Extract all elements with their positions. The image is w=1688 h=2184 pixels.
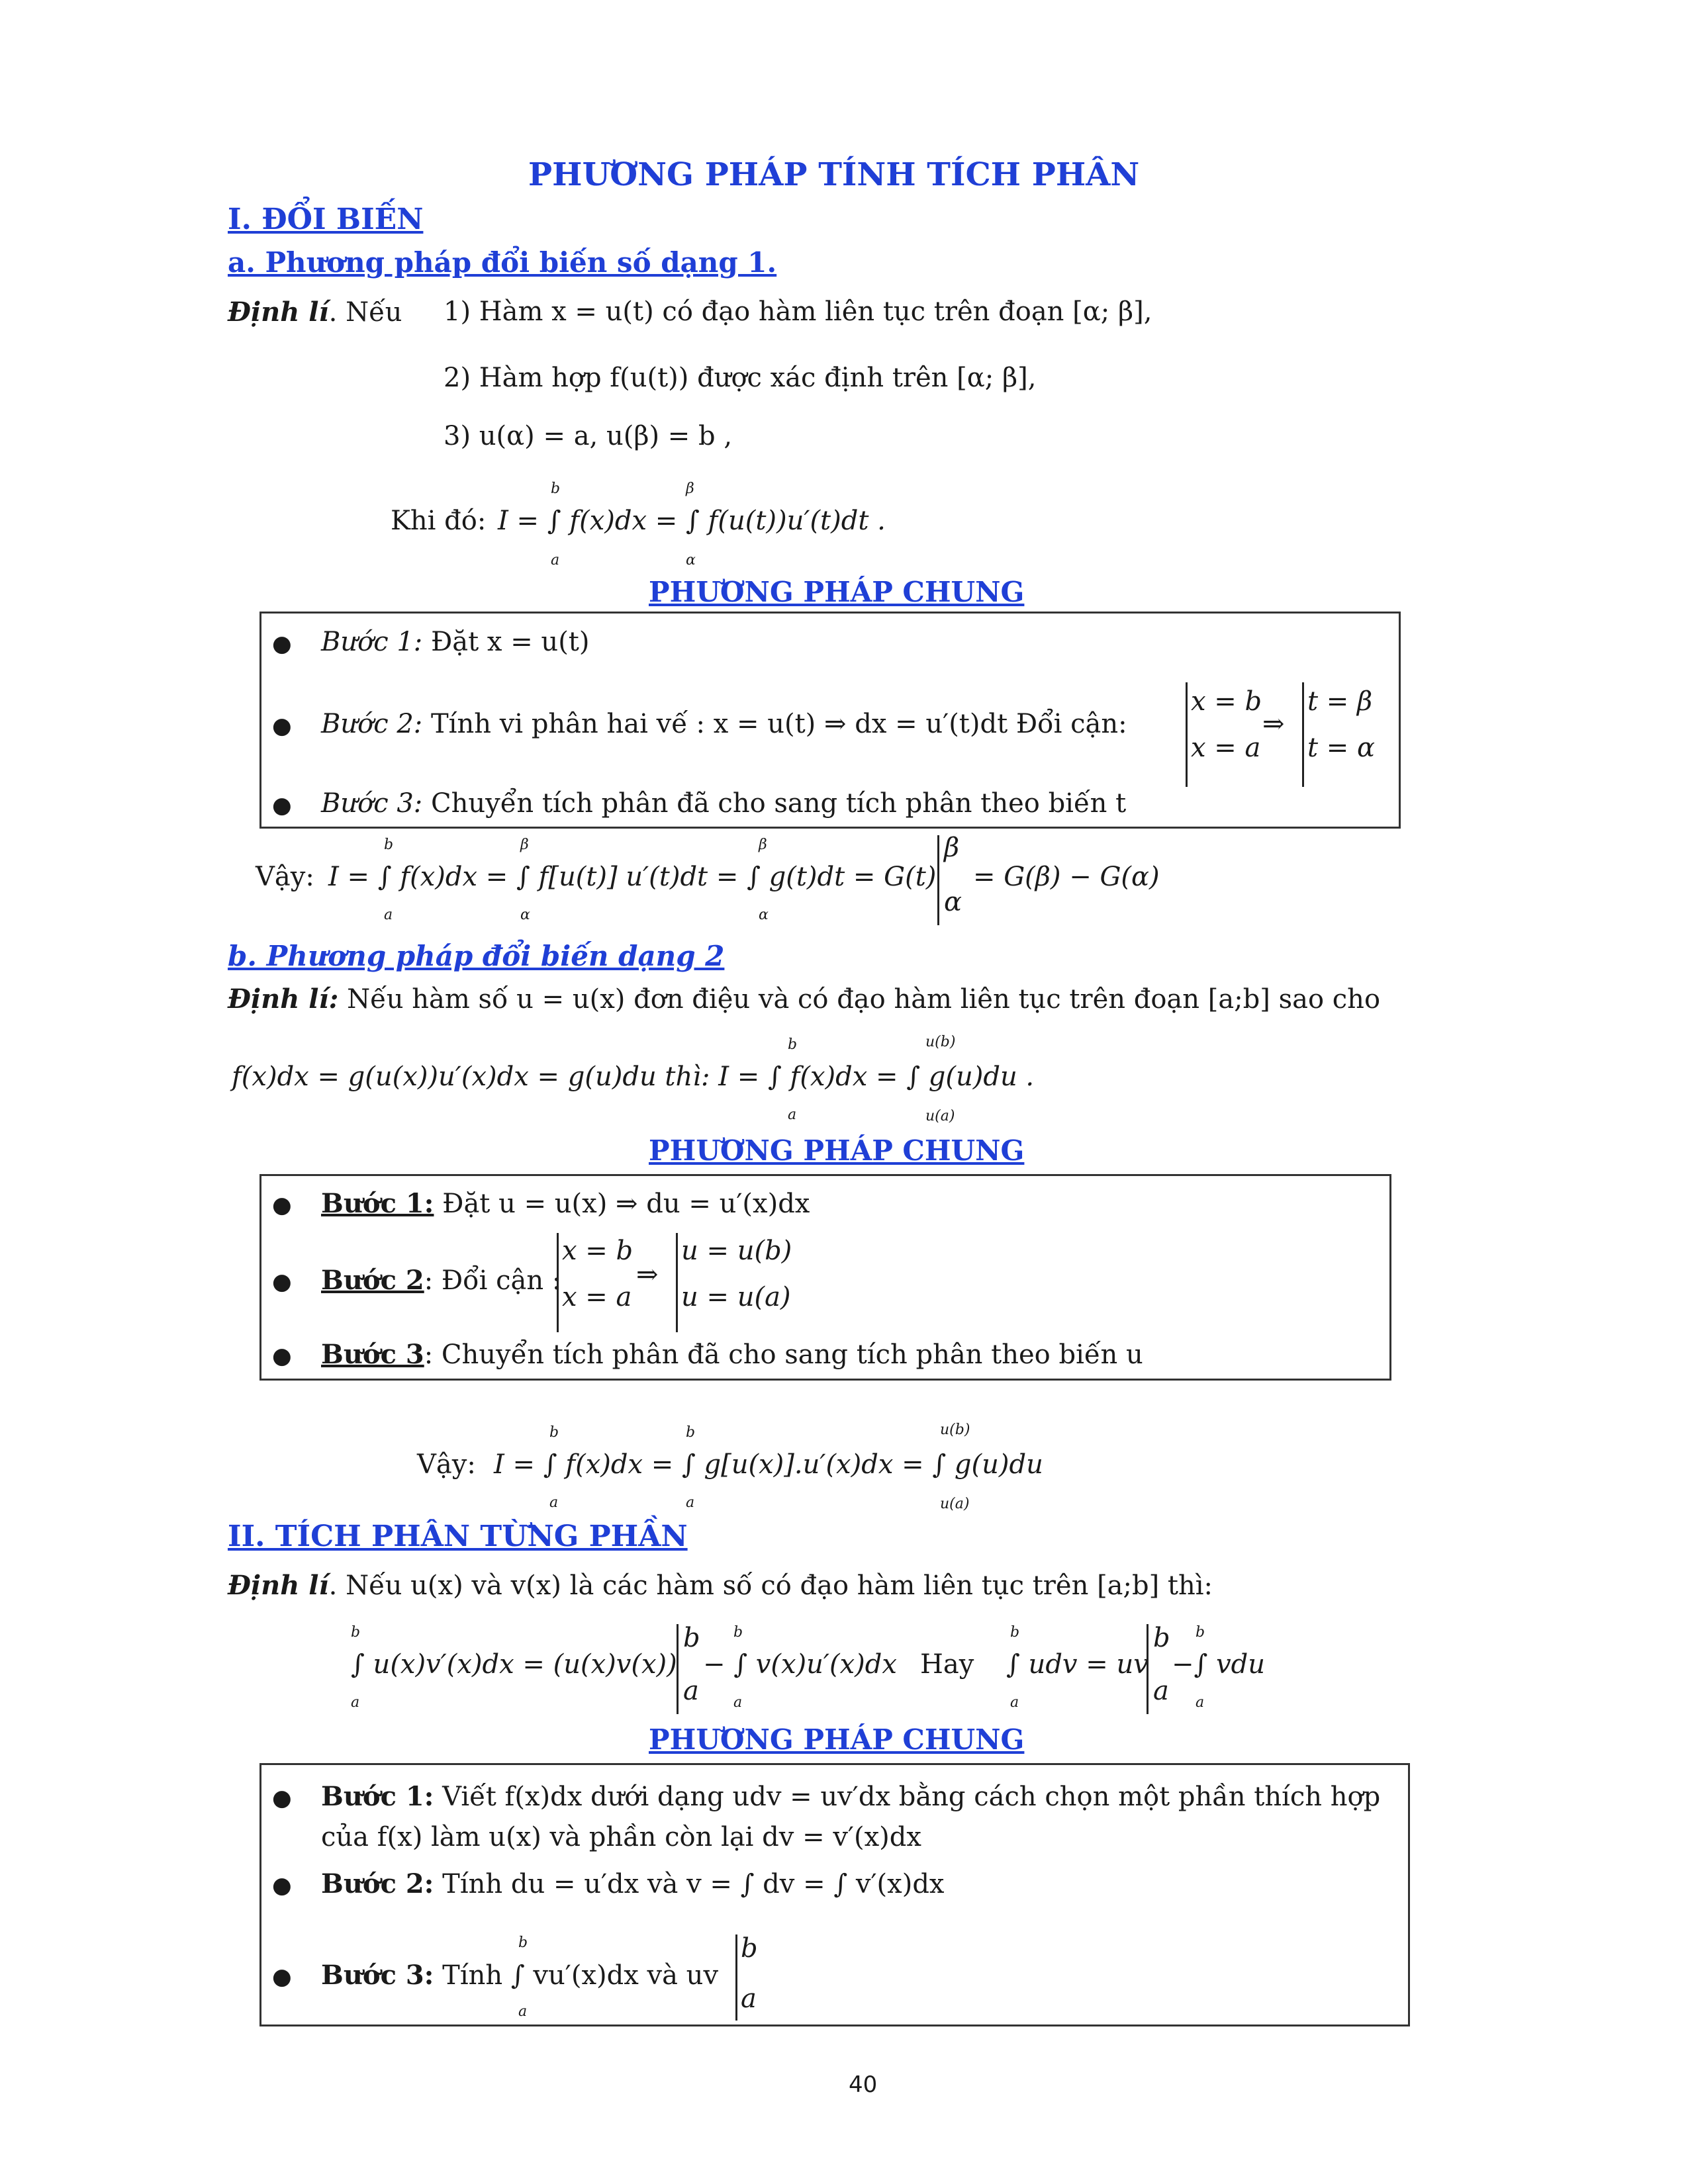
- s3-int-upper: b: [518, 1934, 528, 1951]
- step3b: [321, 1339, 1143, 1370]
- implies-icon: ⇒: [1262, 709, 1285, 739]
- step2-bound-x-b: x = b: [1191, 686, 1262, 717]
- bp2-eval-upper: b: [1153, 1623, 1170, 1653]
- step2b: [321, 1265, 561, 1296]
- bullet-icon: ●: [272, 631, 292, 657]
- bullet-icon: ●: [272, 1785, 292, 1811]
- theorem1-if: . Nếu: [328, 297, 402, 328]
- c1-int1-upper: b: [384, 837, 394, 853]
- theorem3-label: Định lí: [228, 1570, 329, 1601]
- result-int1-lower: a: [551, 552, 560, 569]
- bound-bar: [1186, 682, 1188, 787]
- t2-int1-upper: b: [788, 1036, 798, 1053]
- step1c-text: Viết f(x)dx dưới dạng udv = uv′dx bằng cách chọn một phần thích hợp: [434, 1782, 1381, 1812]
- theorem2-label: Định lí:: [228, 983, 339, 1015]
- t2-int2-lower: u(a): [925, 1108, 955, 1124]
- conclusion1-tail: = G(β) − G(α): [973, 862, 1160, 892]
- method-heading-1: PHƯƠNG PHÁP CHUNG: [649, 576, 1025, 608]
- bp2-lower: a: [1010, 1694, 1019, 1711]
- byparts-formula2-tail: −∫ vdu: [1172, 1649, 1266, 1680]
- c2-int1-upper: b: [549, 1424, 559, 1441]
- theorem1-cond2: 2) Hàm hợp f(u(t)) được xác định trên [α; β],: [444, 363, 1037, 393]
- bound-bar: [557, 1233, 559, 1332]
- result-prefix: Khi đó:: [391, 506, 487, 536]
- step3-text: Chuyển tích phân đã cho sang tích phân theo biến t: [431, 788, 1127, 819]
- theorem1-intro: [228, 296, 402, 328]
- bullet-icon: ●: [272, 1872, 292, 1899]
- step3-label: Bước 3:: [321, 788, 423, 819]
- c1-int2-upper: β: [520, 837, 529, 853]
- step2b-bound-x-a: x = a: [562, 1282, 632, 1312]
- step1c-text2: của f(x) làm u(x) và phần còn lại dv = v′(x)dx: [321, 1822, 921, 1852]
- theorem2-line2: f(x)dx = g(u(x))u′(x)dx = g(u)du thì: I = ∫ f(x)dx = ∫ g(u)du .: [232, 1062, 1035, 1092]
- step3c: [321, 1960, 718, 1991]
- bp1b-upper: b: [733, 1624, 743, 1641]
- eval1-upper: β: [944, 833, 960, 863]
- step1c: [321, 1781, 1380, 1812]
- c2-int2-lower: a: [686, 1494, 695, 1511]
- step1-text: Đặt x = u(t): [431, 627, 590, 657]
- step2c-label: Bước 2:: [321, 1868, 434, 1899]
- c2-int1-lower: a: [549, 1494, 559, 1511]
- step1b-label: Bước 1:: [321, 1188, 434, 1219]
- bound-bar: [676, 1233, 678, 1332]
- method-box-1: [259, 612, 1401, 829]
- s3-eval-lower: a: [741, 1983, 757, 2014]
- bp2b-upper: b: [1196, 1624, 1205, 1641]
- eval-bar: [735, 1934, 737, 2021]
- step2c: [321, 1868, 945, 1899]
- byparts-formula1-tail: − ∫ v(x)u′(x)dx: [703, 1649, 897, 1680]
- theorem3: [228, 1570, 1213, 1601]
- step2: [321, 709, 1127, 739]
- bound-bar: [1302, 682, 1304, 787]
- bp1-eval-lower: a: [683, 1676, 699, 1706]
- step1-label: Bước 1:: [321, 627, 423, 657]
- c1-int2-lower: α: [520, 907, 530, 923]
- step1: [321, 627, 589, 657]
- method-box-2: [259, 1174, 1391, 1381]
- implies-icon: ⇒: [636, 1259, 659, 1290]
- step2b-bound-u-a: u = u(a): [681, 1282, 791, 1312]
- step1c-label: Bước 1:: [321, 1781, 434, 1812]
- conclusion1-prefix: Vậy:: [256, 862, 314, 892]
- step3b-label: Bước 3: [321, 1339, 424, 1370]
- s3-int-lower: a: [518, 2003, 528, 2020]
- step2-bound-t-alpha: t = α: [1307, 733, 1376, 763]
- theorem2-text: Nếu hàm số u = u(x) đơn điệu và có đạo hàm liên tục trên đoạn [a;b] sao cho: [338, 984, 1381, 1015]
- bullet-icon: ●: [272, 1343, 292, 1369]
- bullet-icon: ●: [272, 1964, 292, 1990]
- step2b-label: Bước 2: [321, 1265, 424, 1296]
- section1-heading: I. ĐỔI BIẾN: [228, 203, 424, 236]
- t2-int1-lower: a: [788, 1107, 797, 1123]
- bullet-icon: ●: [272, 1192, 292, 1218]
- result-int2-lower: α: [686, 552, 696, 569]
- hay-text: Hay: [920, 1649, 974, 1680]
- c2-int3-upper: u(b): [940, 1422, 970, 1438]
- subsection-b-heading: b. Phương pháp đổi biến dạng 2: [228, 940, 725, 972]
- eval-bar: [937, 835, 939, 925]
- method-heading-2: PHƯƠNG PHÁP CHUNG: [649, 1134, 1025, 1167]
- page-title: PHƯƠNG PHÁP TÍNH TÍCH PHÂN: [528, 156, 1140, 193]
- t2-int2-upper: u(b): [925, 1034, 956, 1050]
- bullet-icon: ●: [272, 792, 292, 819]
- step2b-text: : Đổi cận :: [424, 1265, 561, 1296]
- method-heading-3: PHƯƠNG PHÁP CHUNG: [649, 1723, 1025, 1756]
- eval1-lower: α: [944, 887, 962, 917]
- c1-int1-lower: a: [384, 907, 393, 923]
- step3c-text: Tính ∫ vu′(x)dx và uv: [434, 1960, 719, 1991]
- result-int1-upper: b: [551, 480, 561, 497]
- c2-int2-upper: b: [686, 1424, 696, 1441]
- step2b-bound-u-b: u = u(b): [681, 1236, 792, 1266]
- step1b: [321, 1188, 810, 1219]
- theorem2: [228, 983, 1380, 1015]
- conclusion2-prefix: Vậy:: [417, 1449, 476, 1480]
- eval-bar: [1147, 1624, 1149, 1714]
- subsection-a-heading: a. Phương pháp đổi biến số dạng 1.: [228, 246, 777, 279]
- result-formula: I = ∫ f(x)dx = ∫ f(u(t))u′(t)dt .: [498, 506, 886, 536]
- theorem3-text: . Nếu u(x) và v(x) là các hàm số có đạo hàm liên tục trên [a;b] thì:: [328, 1570, 1213, 1601]
- step2-bound-t-beta: t = β: [1307, 686, 1373, 717]
- byparts-formula2: ∫ udv = uv: [1006, 1649, 1149, 1680]
- bp2-upper: b: [1010, 1624, 1020, 1641]
- bp1b-lower: a: [733, 1694, 743, 1711]
- conclusion2-formula: I = ∫ f(x)dx = ∫ g[u(x)].u′(x)dx = ∫ g(u)du: [494, 1449, 1043, 1480]
- step2-bound-x-a: x = a: [1191, 733, 1261, 763]
- method-box-3: [259, 1763, 1410, 2026]
- bp2b-lower: a: [1196, 1694, 1205, 1711]
- step2-label: Bước 2:: [321, 709, 423, 739]
- step2-text: Tính vi phân hai vế : x = u(t) ⇒ dx = u′(t)dt Đổi cận:: [431, 709, 1127, 739]
- bullet-icon: ●: [272, 1269, 292, 1295]
- step3b-text: : Chuyển tích phân đã cho sang tích phân theo biến u: [424, 1340, 1143, 1370]
- result-int2-upper: β: [686, 480, 694, 497]
- s3-eval-upper: b: [741, 1933, 758, 1964]
- step3: [321, 788, 1126, 819]
- conclusion1-formula: I = ∫ f(x)dx = ∫ f[u(t)] u′(t)dt = ∫ g(t)dt = G(t): [328, 862, 937, 892]
- eval-bar: [677, 1624, 679, 1714]
- section2-heading: II. TÍCH PHÂN TỪNG PHẦN: [228, 1520, 688, 1553]
- c2-int3-lower: u(a): [940, 1496, 970, 1512]
- bp1-upper: b: [351, 1624, 361, 1641]
- bp2-eval-lower: a: [1153, 1676, 1169, 1706]
- step2c-text: Tính du = u′dx và v = ∫ dv = ∫ v′(x)dx: [434, 1869, 945, 1899]
- step3c-label: Bước 3:: [321, 1960, 434, 1991]
- step2b-bound-x-b: x = b: [562, 1236, 633, 1266]
- page-number: 40: [849, 2071, 878, 2098]
- theorem1-cond3: 3) u(α) = a, u(β) = b ,: [444, 421, 733, 451]
- theorem1-label: Định lí: [228, 296, 329, 328]
- bp1-lower: a: [351, 1694, 360, 1711]
- bullet-icon: ●: [272, 713, 292, 739]
- step1b-text: Đặt u = u(x) ⇒ du = u′(x)dx: [434, 1189, 810, 1219]
- theorem1-cond1: 1) Hàm x = u(t) có đạo hàm liên tục trên đoạn [α; β],: [444, 296, 1152, 327]
- c1-int3-lower: α: [759, 907, 769, 923]
- byparts-formula1: ∫ u(x)v′(x)dx = (u(x)v(x)): [351, 1649, 677, 1680]
- c1-int3-upper: β: [759, 837, 767, 853]
- bp1-eval-upper: b: [683, 1623, 700, 1653]
